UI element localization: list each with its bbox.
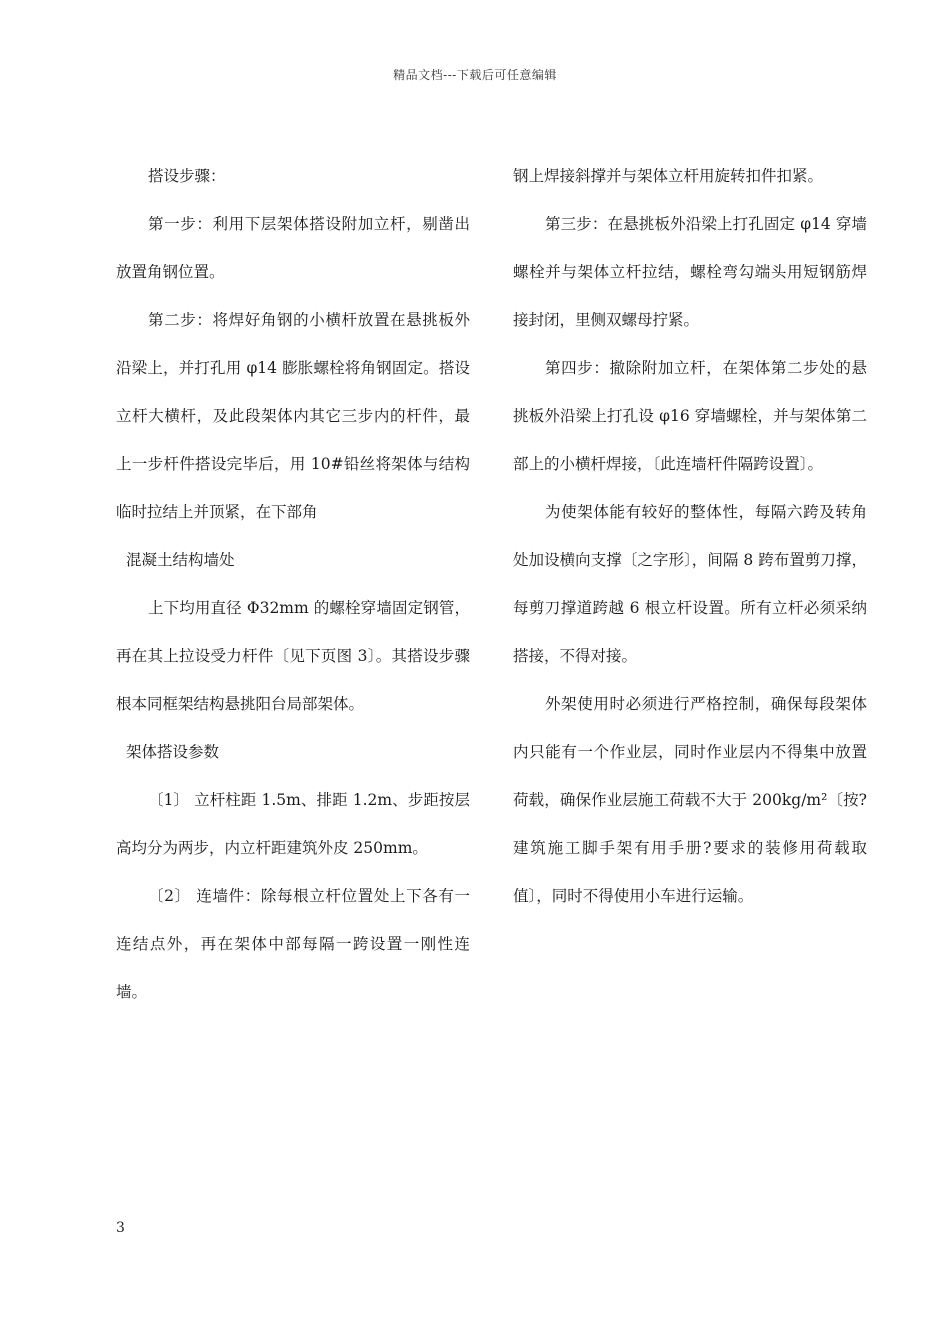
paragraph: 外架使用时必须进行严格控制，确保每段架体内只能有一个作业层，同时作业层内不得集中放置荷载，确保作业层施工荷载不大于 200kg/m²〔按?建筑施工脚手架有用手册?要求的装修用荷载取值〕，同时不得使用小车进行运输。 [513, 695, 867, 905]
right-column [513, 152, 867, 920]
paragraph: 为使架体能有较好的整体性，每隔六跨及转角处加设横向支撑〔之字形〕，间隔 8 跨布置剪刀撑，每剪刀撑道跨越 6 根立杆设置。所有立杆必须采纳搭接，不得对接。 [513, 503, 867, 665]
paragraph: 搭设步骤： [148, 167, 226, 185]
paragraph: 钢上焊接斜撑并与架体立杆用旋转扣件扣紧。 [513, 167, 824, 185]
paragraph: 上下均用直径 Φ32mm 的螺栓穿墙固定钢管，再在其上拉设受力杆件〔见下页图 3〕。其搭设步骤根本同框架结构悬挑阳台局部架体。 [116, 599, 470, 713]
paragraph: 〔1〕 立杆柱距 1.5m、排距 1.2m、步距按层高均分为两步，内立杆距建筑外皮 250mm。 [116, 791, 470, 857]
paragraph: 〔2〕 连墙件：除每根立杆位置处上下各有一连结点外，再在架体中部每隔一跨设置一刚性连墙。 [116, 887, 470, 1001]
page-number: 3 [116, 1220, 125, 1236]
paragraph: 第四步：撤除附加立杆，在架体第二步处的悬挑板外沿梁上打孔设 φ16 穿墙螺栓，并与架体第二部上的小横杆焊接，〔此连墙杆件隔跨设置〕。 [513, 359, 867, 473]
left-column [116, 152, 470, 1016]
section-heading: 混凝土结构墙处 [126, 551, 235, 569]
paragraph: 第二步：将焊好角钢的小横杆放置在悬挑板外沿梁上，并打孔用 φ14 膨胀螺栓将角钢固定。搭设立杆大横杆，及此段架体内其它三步内的杆件，最上一步杆件搭设完毕后，用 10#铅丝将架体与结构临时拉结上并顶紧，在下部角 [116, 311, 470, 521]
page-header: 精品文档---下载后可任意编辑 [393, 68, 557, 82]
paragraph: 第三步：在悬挑板外沿梁上打孔固定 φ14 穿墙螺栓并与架体立杆拉结，螺栓弯勾端头用短钢筋焊接封闭，里侧双螺母拧紧。 [513, 215, 867, 329]
paragraph: 第一步：利用下层架体搭设附加立杆，剔凿出放置角钢位置。 [116, 215, 470, 281]
section-heading: 架体搭设参数 [126, 743, 220, 761]
